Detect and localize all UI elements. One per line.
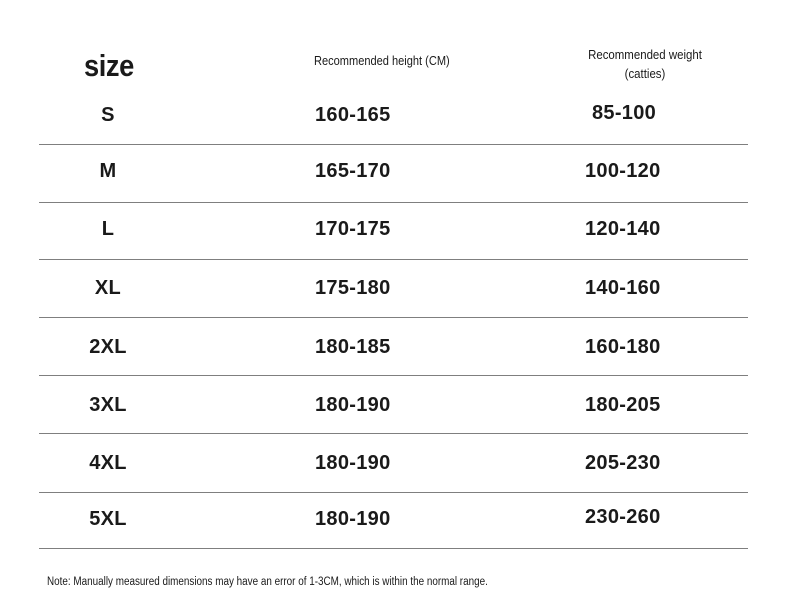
table-row [0,214,790,244]
table-row [0,332,790,362]
size-cell: S [101,104,115,126]
size-cell: 5XL [89,508,127,530]
height-cell: 180-185 [315,336,391,358]
weight-cell: 85-100 [592,102,657,124]
weight-cell: 160-180 [585,336,661,358]
height-cell: 165-170 [315,160,391,182]
size-cell: 3XL [89,394,127,416]
table-row [0,156,790,186]
table-row [0,448,790,478]
weight-cell: 230-260 [585,506,661,528]
size-cell: L [101,218,115,240]
weight-header-line2: (catties) [624,66,666,81]
height-cell: 180-190 [315,394,391,416]
table-row [0,100,790,130]
height-cell: 180-190 [315,452,391,474]
size-column-header: size [84,48,134,83]
height-cell: 160-165 [315,104,391,126]
row-divider [39,144,748,145]
row-divider [39,375,748,376]
measurement-note: Note: Manually measured dimensions may have an error of 1-3CM, which is within the normal range. [47,576,488,588]
height-cell: 180-190 [315,508,391,530]
row-divider [39,259,748,260]
row-divider [39,202,748,203]
table-row [0,390,790,420]
weight-header-line1: Recommended weight [588,47,702,62]
size-cell: XL [94,277,122,299]
table-row [0,273,790,303]
row-divider [39,433,748,434]
height-column-header: Recommended height (CM) [314,53,450,68]
table-row [0,504,790,534]
height-cell: 170-175 [315,218,391,240]
size-cell: M [99,160,117,182]
size-cell: 2XL [89,336,127,358]
height-cell: 175-180 [315,277,391,299]
row-divider [39,492,748,493]
weight-cell: 205-230 [585,452,661,474]
size-cell: 4XL [89,452,127,474]
weight-cell: 140-160 [585,277,661,299]
weight-cell: 180-205 [585,394,661,416]
weight-cell: 100-120 [585,160,661,182]
weight-cell: 120-140 [585,218,661,240]
row-divider [39,317,748,318]
row-divider [39,548,748,549]
